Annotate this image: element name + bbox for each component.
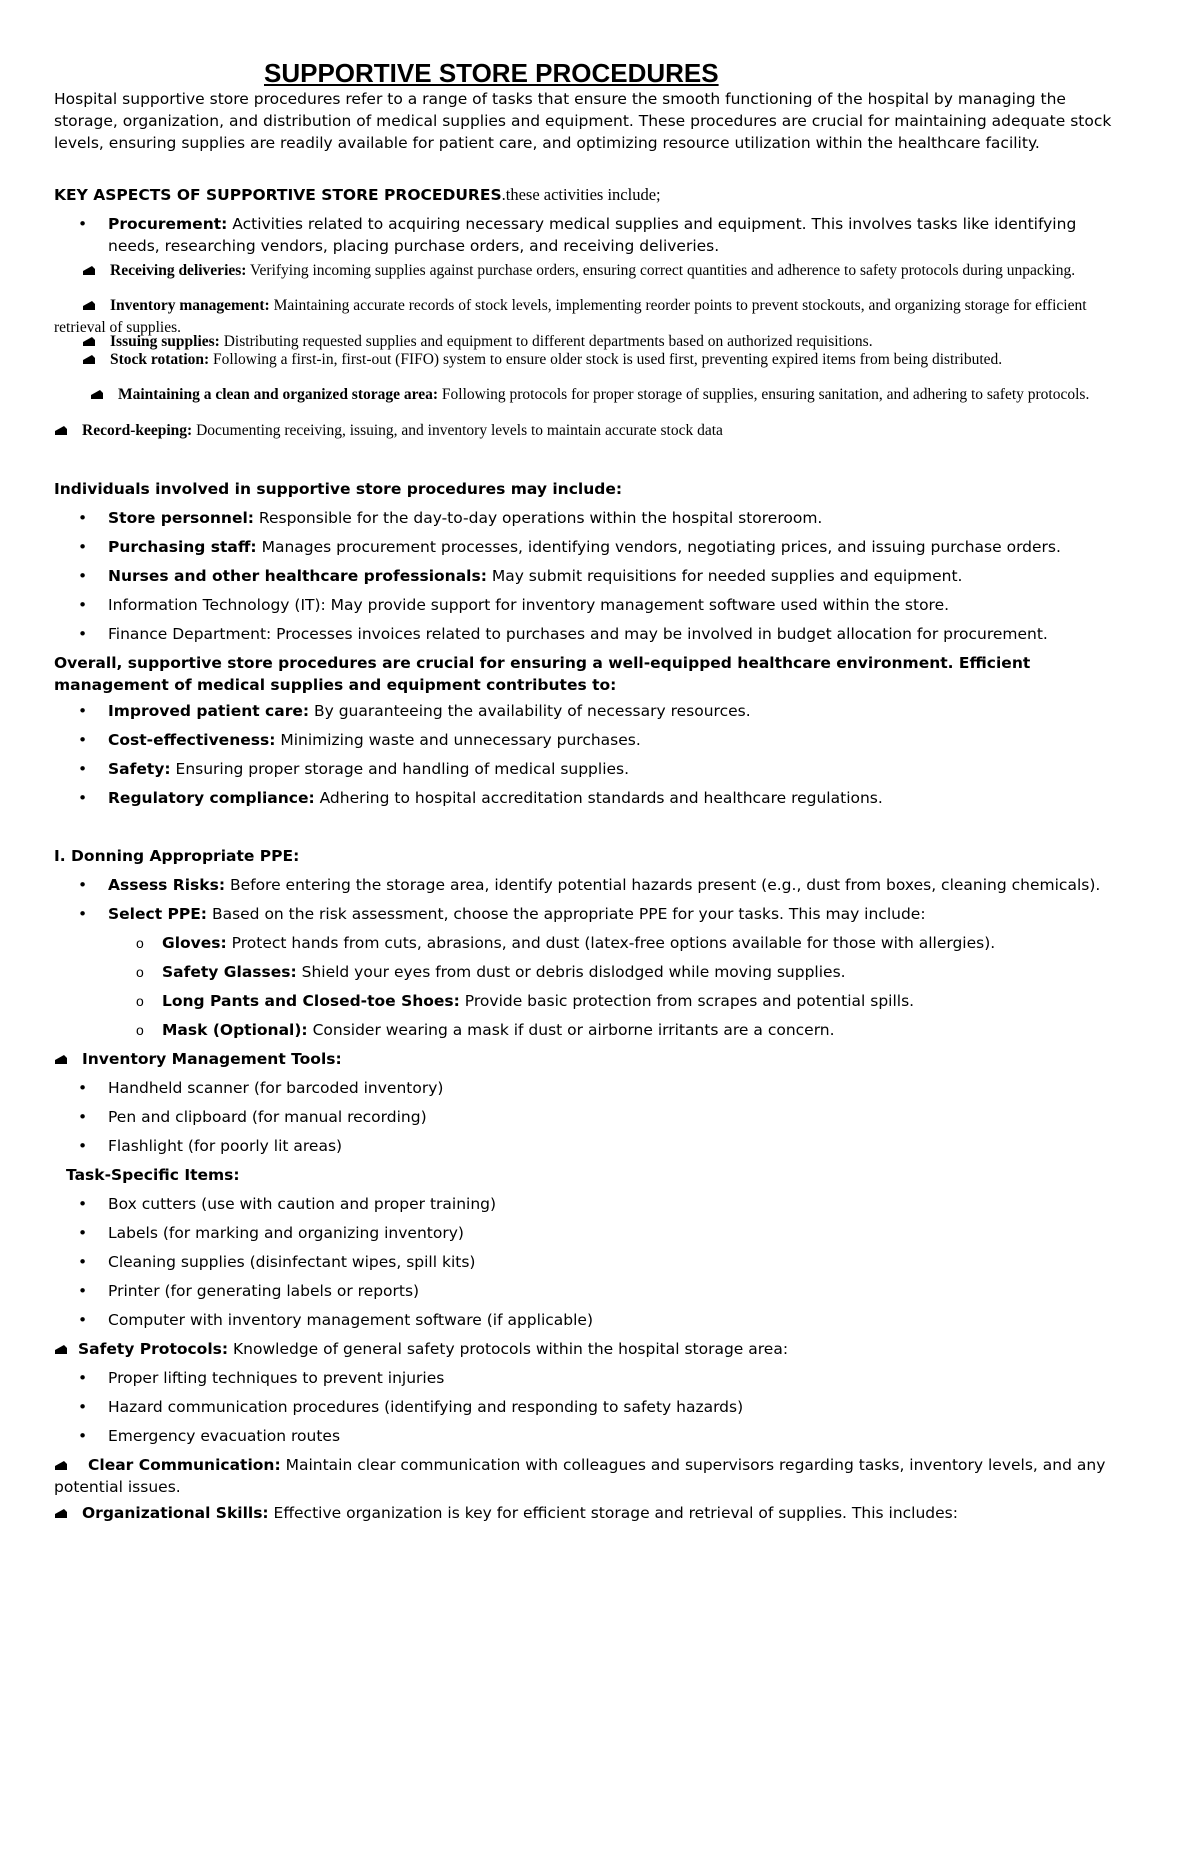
bullet: • <box>78 1427 88 1445</box>
individuals-heading: Individuals involved in supportive store procedures may include: <box>54 480 623 498</box>
bullet: • <box>78 1108 88 1126</box>
organization-paragraph: Organizational Skills: Effective organization is key for efficient storage and retrieval of supplies. This includes: <box>54 1502 1134 1524</box>
bullet: • <box>78 215 88 233</box>
bullet: • <box>78 905 88 923</box>
tools-heading: Inventory Management Tools: <box>54 1048 1134 1070</box>
bullet: • <box>78 1137 88 1155</box>
bullet: • <box>78 1398 88 1416</box>
circle-bullet: o <box>136 993 144 1009</box>
task-items-heading: Task-Specific Items: <box>66 1166 240 1184</box>
bullet: • <box>78 538 88 556</box>
bullet: • <box>78 1282 88 1300</box>
circle-bullet: o <box>136 1022 144 1038</box>
list-item-storage-area: Maintaining a clean and organized storage area: Following protocols for proper storage of supplies, ensuring sanitation, and adhering to safety protocols. <box>54 384 1134 406</box>
bullet: • <box>78 731 88 749</box>
intro-paragraph: Hospital supportive store procedures refer to a range of tasks that ensure the smooth functioning of the hospital by managing the storage, organization, and distribution of medical supplies and equipment. These procedures are crucial for maintaining adequate stock levels, ensuring supplies are readily available for patient care, and optimizing resource utilization within the healthcare facility. <box>54 90 1112 152</box>
overall-heading: Overall, supportive store procedures are crucial for ensuring a well-equipped healthcare environment. Efficient management of medical supplies and equipment contributes to: <box>54 654 1031 694</box>
bullet: • <box>78 1224 88 1242</box>
bullet: • <box>78 789 88 807</box>
ballot-icon <box>54 425 68 436</box>
ballot-icon <box>82 336 96 347</box>
bullet: • <box>78 567 88 585</box>
circle-bullet: o <box>136 964 144 980</box>
circle-bullet: o <box>136 935 144 951</box>
bullet: • <box>78 1079 88 1097</box>
bullet: • <box>78 1311 88 1329</box>
list-item-stock-rotation: Stock rotation: Following a first-in, first-out (FIFO) system to ensure older stock is used first, preventing expired items from being distributed. <box>54 349 1134 371</box>
list-item-procurement: • Procurement: Activities related to acquiring necessary medical supplies and equipment. This involves tasks like identifying needs, researching vendors, placing purchase orders, and receiving deliveries. <box>78 215 1077 255</box>
ballot-icon <box>82 354 96 365</box>
ballot-icon <box>54 1054 68 1065</box>
bullet: • <box>78 1195 88 1213</box>
ballot-icon <box>82 300 96 311</box>
bullet: • <box>78 596 88 614</box>
bullet: • <box>78 625 88 643</box>
ballot-icon <box>90 389 104 400</box>
bullet: • <box>78 1369 88 1387</box>
bullet: • <box>78 760 88 778</box>
ppe-heading: I. Donning Appropriate PPE: <box>54 847 300 865</box>
bullet: • <box>78 509 88 527</box>
bullet: • <box>78 1253 88 1271</box>
communication-paragraph: Clear Communication: Maintain clear communication with colleagues and supervisors regarding tasks, inventory levels, and any potential issues. <box>54 1456 1106 1496</box>
ballot-icon <box>54 1460 68 1471</box>
key-aspects-heading: KEY ASPECTS OF SUPPORTIVE STORE PROCEDURES.these activities include; <box>54 185 661 204</box>
safety-heading: Safety Protocols: Knowledge of general safety protocols within the hospital storage area: <box>54 1338 1134 1360</box>
ballot-icon <box>82 265 96 276</box>
bullet: • <box>78 702 88 720</box>
page-title: SUPPORTIVE STORE PROCEDURES <box>264 58 719 88</box>
ballot-icon <box>54 1344 68 1355</box>
list-item-receiving: Receiving deliveries: Verifying incoming supplies against purchase orders, ensuring correct quantities and adherence to safety protocols during unpacking. <box>54 260 1134 282</box>
bullet: • <box>78 876 88 894</box>
ballot-icon <box>54 1508 68 1519</box>
list-item-issuing: Issuing supplies: Distributing requested supplies and equipment to different departments based on authorized requisitions. <box>54 331 1134 353</box>
list-item-inventory: Inventory management: Maintaining accurate records of stock levels, implementing reorder points to prevent stockouts, and organizing storage for efficient retrieval of supplies. <box>54 297 1087 336</box>
list-item-record-keeping: Record-keeping: Documenting receiving, issuing, and inventory levels to maintain accurate stock data <box>54 420 1134 442</box>
